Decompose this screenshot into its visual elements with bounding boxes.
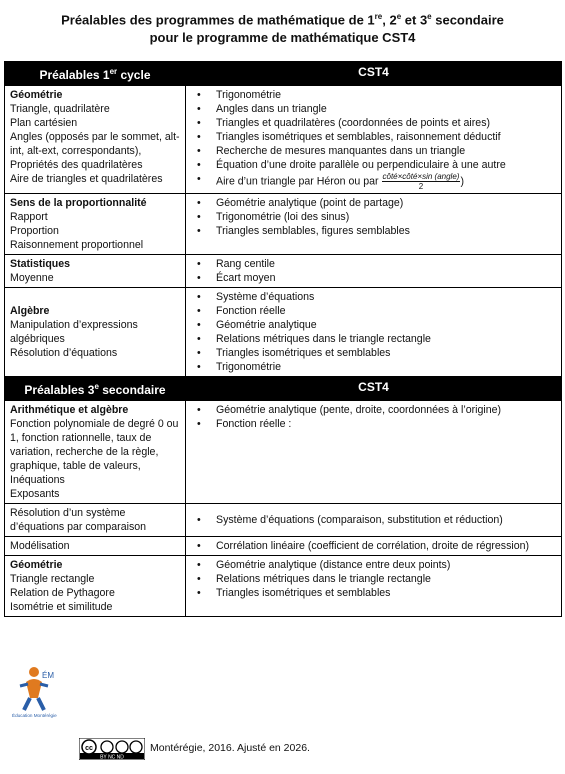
prerequisite-item: Résolution d’équations bbox=[10, 347, 118, 359]
cst4-cell bbox=[186, 401, 562, 504]
cst4-list bbox=[190, 257, 557, 285]
list-item: • Relations métriques dans le triangle rectangle bbox=[216, 332, 557, 346]
cst4-cell bbox=[186, 556, 562, 617]
table-row bbox=[5, 288, 562, 377]
creative-commons-icon bbox=[79, 738, 145, 760]
credit-text: Montérégie, 2016. Ajusté en 2026. bbox=[150, 742, 310, 754]
prerequisite-cell bbox=[5, 86, 186, 194]
cst4-list bbox=[190, 88, 557, 191]
prerequisite-item: Raisonnement proportionnel bbox=[10, 239, 144, 251]
prerequisite-item: Proportion bbox=[10, 225, 59, 237]
list-item: • Fonction réelle : bbox=[216, 417, 557, 431]
list-item: • Trigonométrie bbox=[216, 88, 557, 102]
cst4-cell bbox=[186, 194, 562, 255]
prerequisite-item: Triangle rectangle bbox=[10, 573, 95, 585]
prerequisite-item: Triangle, quadrilatère bbox=[10, 103, 110, 115]
cst4-list bbox=[190, 558, 557, 600]
prerequisite-item: Résolution d’un système d’équations par comparaison bbox=[10, 507, 147, 533]
document-title bbox=[0, 8, 565, 47]
cst4-cell bbox=[186, 288, 562, 377]
cst4-cell bbox=[186, 504, 562, 537]
prerequisite-heading: Arithmétique et algèbre bbox=[10, 404, 129, 416]
list-item: • Géométrie analytique (distance entre deux points) bbox=[216, 558, 557, 572]
table-row bbox=[5, 556, 562, 617]
prerequisite-item: Plan cartésien bbox=[10, 117, 78, 129]
prerequisite-heading: Statistiques bbox=[10, 258, 71, 270]
prerequisite-item: Aire de triangles et quadrilatères bbox=[10, 173, 163, 185]
prerequisite-cell bbox=[5, 401, 186, 504]
list-item: • Système d’équations bbox=[216, 290, 557, 304]
prerequisite-item: Propriétés des quadrilatères bbox=[10, 159, 143, 171]
cst4-cell bbox=[186, 537, 562, 556]
cst4-list bbox=[190, 196, 557, 238]
prerequisite-item: Modélisation bbox=[10, 540, 70, 552]
prerequisite-item: Angles (opposés par le sommet, alt-int, alt-ext, correspondants), bbox=[10, 131, 180, 157]
list-item: • Triangles et quadrilatères (coordonnées de points et aires) bbox=[216, 116, 557, 130]
list-item: • Géométrie analytique (point de partage) bbox=[216, 196, 557, 210]
list-item: • Équation d’une droite parallèle ou perpendiculaire à une autre bbox=[216, 158, 557, 172]
list-item: • Trigonométrie bbox=[216, 360, 557, 374]
education-monteregie-logo bbox=[12, 664, 60, 720]
list-item: • Rang centile bbox=[216, 257, 557, 271]
list-item: • Corrélation linéaire (coefficient de corrélation, droite de régression) bbox=[216, 539, 557, 553]
section-header-right: CST4 bbox=[186, 377, 562, 401]
section-header-right: CST4 bbox=[186, 62, 562, 86]
prerequisite-cell bbox=[5, 255, 186, 288]
list-item: • Trigonométrie (loi des sinus) bbox=[216, 210, 557, 224]
cst4-list bbox=[190, 290, 557, 374]
list-item: • Triangles isométriques et semblables bbox=[216, 346, 557, 360]
cst4-cell bbox=[186, 86, 562, 194]
list-item: • Aire d’un triangle par Héron ou par $\frac{\text{côté×côté×sin (angle)}}{2}$ ) bbox=[216, 172, 557, 191]
table-row bbox=[5, 401, 562, 504]
prerequisite-item: Exposants bbox=[10, 488, 60, 500]
prerequisite-heading: Géométrie bbox=[10, 89, 63, 101]
prerequisite-cell bbox=[5, 504, 186, 537]
section-header-row bbox=[5, 377, 562, 401]
list-item: • Triangles isométriques et semblables, raisonnement déductif bbox=[216, 130, 557, 144]
list-item: • Triangles semblables, figures semblables bbox=[216, 224, 557, 238]
prerequisite-heading: Algèbre bbox=[10, 305, 50, 317]
prerequisite-heading: Géométrie bbox=[10, 559, 63, 571]
prerequisites-table bbox=[4, 61, 562, 617]
table-row bbox=[5, 194, 562, 255]
prerequisite-heading: Sens de la proportionnalité bbox=[10, 197, 147, 209]
table-row bbox=[5, 504, 562, 537]
cst4-list bbox=[190, 403, 557, 431]
prerequisite-item: Manipulation d’expressions algébriques bbox=[10, 319, 138, 345]
section-header-row bbox=[5, 62, 562, 86]
svg-text:Éducation Montérégie: Éducation Montérégie bbox=[12, 713, 57, 718]
prerequisite-item: Inéquations bbox=[10, 474, 65, 486]
svg-text:ÉM: ÉM bbox=[42, 671, 54, 680]
prerequisite-cell bbox=[5, 194, 186, 255]
svg-text:cc: cc bbox=[85, 745, 93, 752]
prerequisite-item: Isométrie et similitude bbox=[10, 601, 113, 613]
prerequisite-cell bbox=[5, 537, 186, 556]
cst4-list bbox=[190, 513, 557, 527]
list-item: • Recherche de mesures manquantes dans un triangle bbox=[216, 144, 557, 158]
prerequisite-item: Fonction polynomiale de degré 0 ou 1, fonction rationnelle, taux de variation, recherche de la règle, graphique, table de valeurs, bbox=[10, 418, 179, 472]
title-line-1: Préalables des programmes de mathématique de 1re, 2e et 3e secondaire bbox=[61, 12, 504, 28]
section-header-left: Préalables 1er cycle bbox=[5, 62, 186, 86]
svg-text:BY NC ND: BY NC ND bbox=[100, 754, 124, 760]
table-row bbox=[5, 86, 562, 194]
section-header-left: Préalables 3e secondaire bbox=[5, 377, 186, 401]
title-line-2: pour le programme de mathématique CST4 bbox=[149, 30, 416, 46]
list-item: • Angles dans un triangle bbox=[216, 102, 557, 116]
prerequisite-cell bbox=[5, 556, 186, 617]
prerequisite-item: Moyenne bbox=[10, 272, 54, 284]
cst4-list bbox=[190, 539, 557, 553]
fraction: $\frac{\text{côté×côté×sin (angle)}}{2}$ bbox=[382, 172, 460, 191]
table-row bbox=[5, 255, 562, 288]
list-item: • Triangles isométriques et semblables bbox=[216, 586, 557, 600]
list-item: • Système d’équations (comparaison, substitution et réduction) bbox=[216, 513, 557, 527]
list-item: • Relations métriques dans le triangle rectangle bbox=[216, 572, 557, 586]
list-item: • Écart moyen bbox=[216, 271, 557, 285]
prerequisite-cell bbox=[5, 288, 186, 377]
table-row bbox=[5, 537, 562, 556]
list-item: • Fonction réelle bbox=[216, 304, 557, 318]
cst4-cell bbox=[186, 255, 562, 288]
list-item: • Géométrie analytique (pente, droite, coordonnées à l’origine) bbox=[216, 403, 557, 417]
list-item: • Géométrie analytique bbox=[216, 318, 557, 332]
prerequisite-item: Relation de Pythagore bbox=[10, 587, 115, 599]
prerequisite-item: Rapport bbox=[10, 211, 48, 223]
